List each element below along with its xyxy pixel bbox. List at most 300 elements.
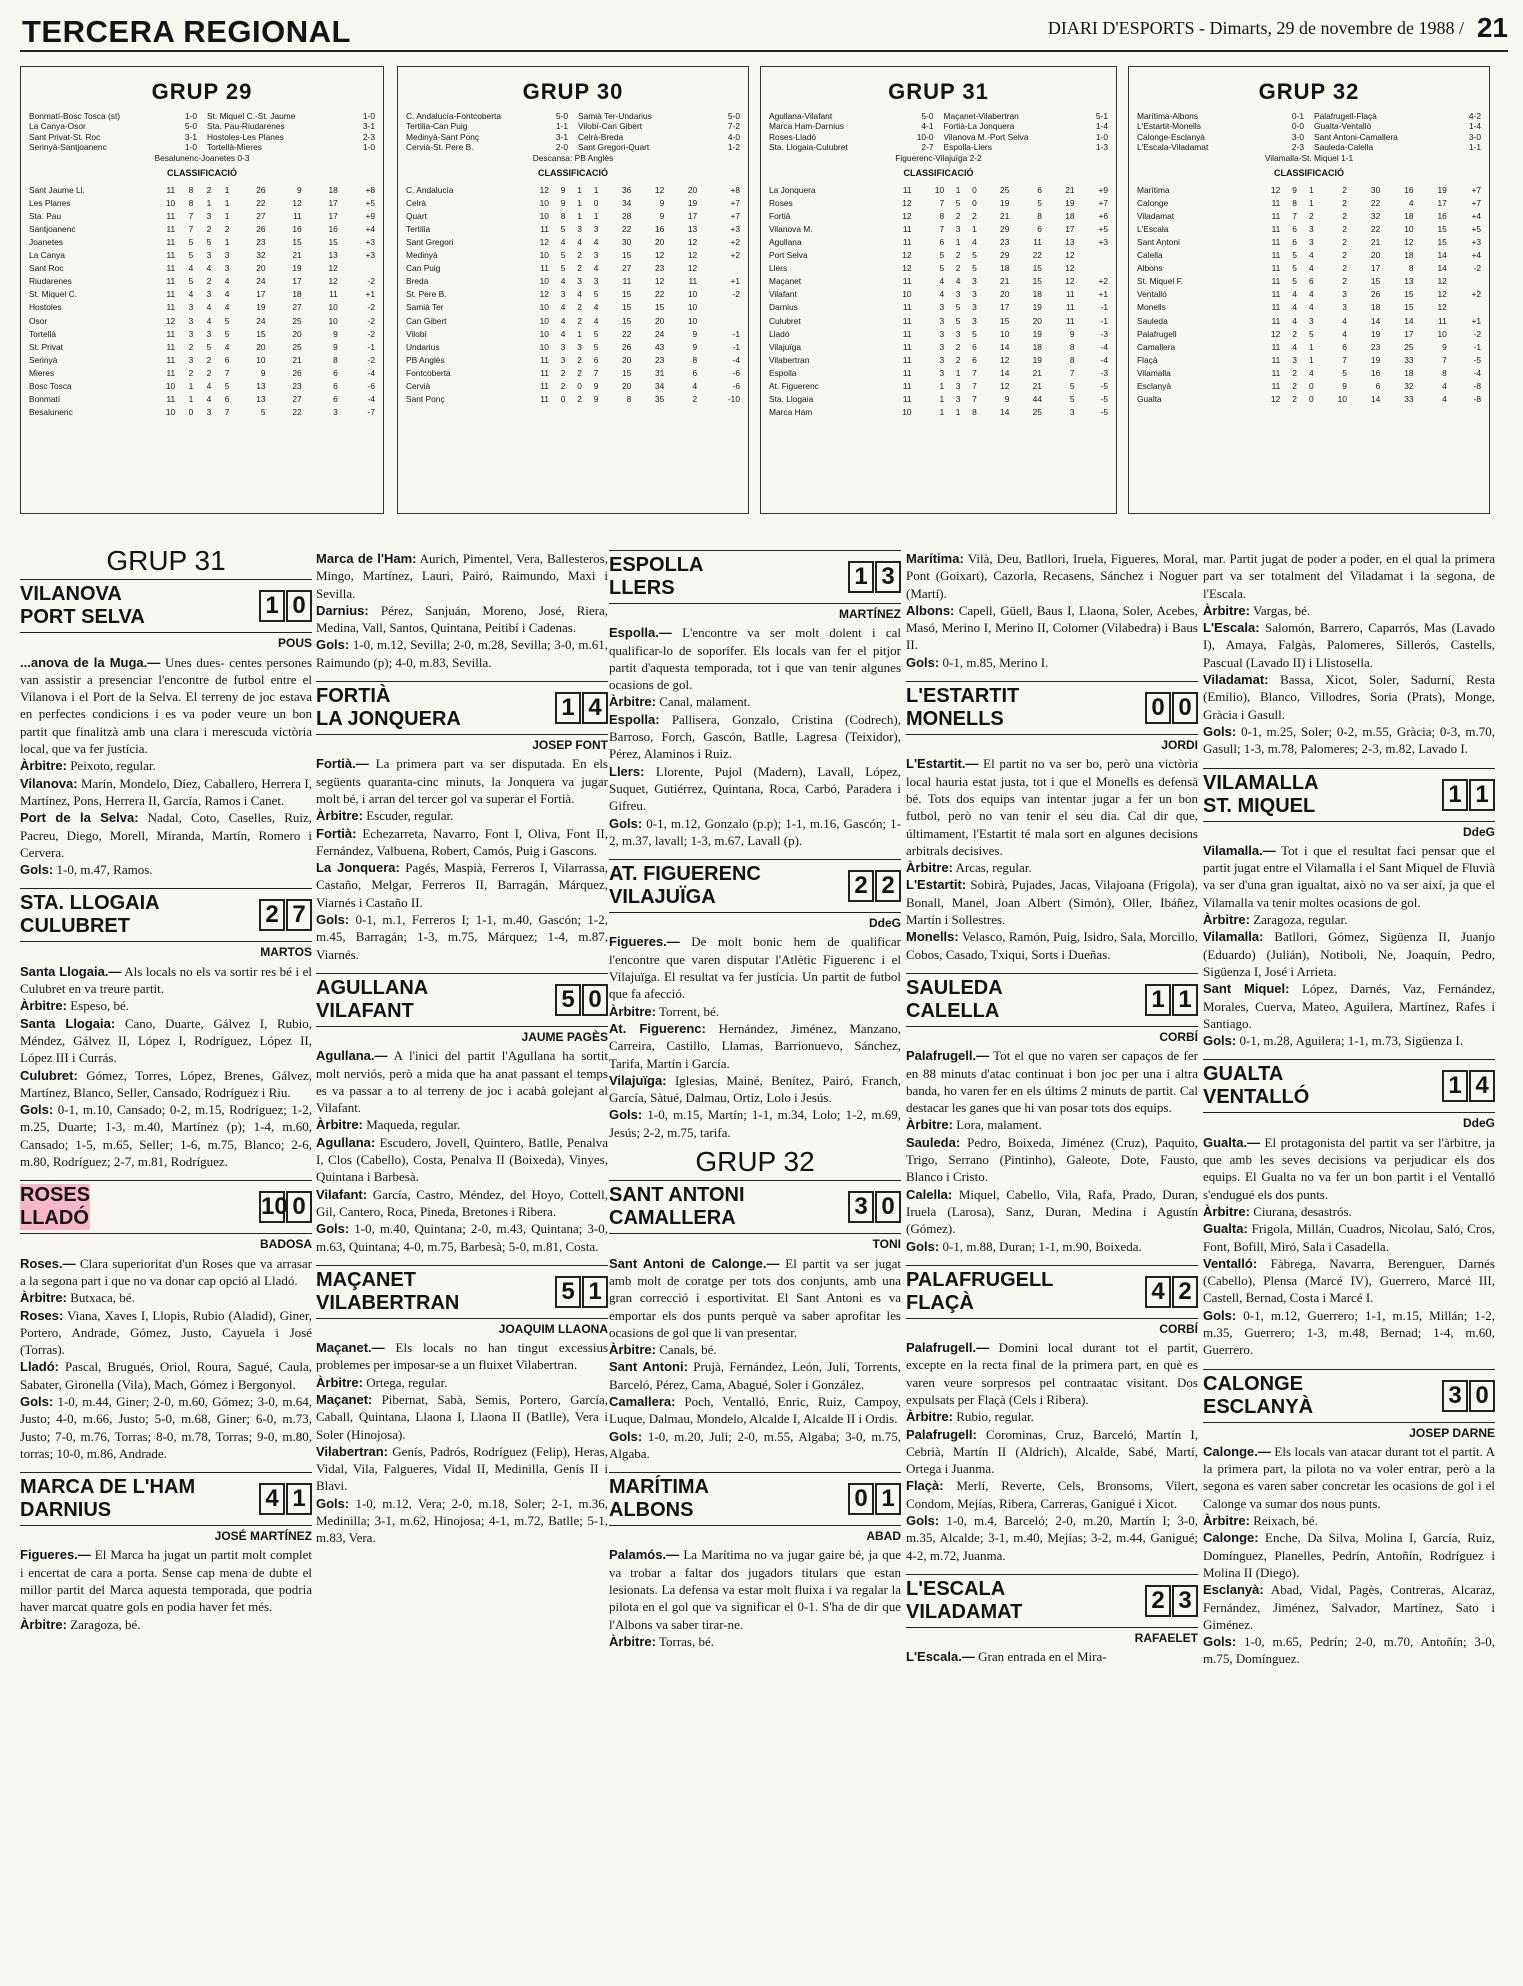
team-name: Les Planes	[29, 197, 71, 208]
fixture-score: 3-0	[1291, 131, 1304, 142]
stat-cell: 8	[1037, 210, 1042, 221]
stat-cell: +7	[1098, 197, 1108, 208]
stat-cell: 12	[1000, 354, 1010, 365]
results-row	[406, 132, 740, 142]
stat-cell: 4	[692, 380, 698, 391]
stat-cell: 16	[1404, 184, 1414, 195]
stat-cell: 4	[955, 276, 961, 287]
score-box	[1144, 692, 1198, 724]
stat-cell: 20	[256, 263, 266, 274]
stat-cell: 0	[188, 407, 194, 418]
team-name: Hostoles	[29, 302, 62, 313]
stat-cell: -4	[1473, 367, 1481, 378]
report-paragraph: Espolla: Pallisera, Gonzalo, Cristina (Codrech), Barroso, Forch, Gascón, Batlle, Lagresa (Teixidor), Pérez, Alaminos i Ruiz.	[609, 711, 901, 762]
stat-cell: 11	[166, 394, 176, 405]
stat-cell: 1	[1308, 197, 1314, 208]
paragraph-lead: Roses:	[20, 1307, 64, 1323]
stat-cell: 18	[1032, 341, 1042, 352]
match-teams	[20, 1476, 195, 1522]
results-row	[406, 111, 740, 121]
stat-cell: 1	[1308, 184, 1314, 195]
paragraph-lead: Àrbitre:	[1203, 912, 1250, 928]
stat-cell: -5	[1100, 407, 1108, 418]
stat-cell: 2	[692, 394, 698, 405]
score-box	[554, 984, 608, 1016]
team-name: La Jonquera	[769, 184, 816, 195]
stat-cell: 6	[972, 341, 977, 352]
standings-row	[29, 327, 375, 340]
score-box	[847, 870, 901, 902]
stat-cell: +7	[730, 197, 740, 208]
stat-cell: 9	[692, 341, 698, 352]
stat-cell: 0	[1308, 394, 1314, 405]
standings-row	[1137, 249, 1481, 262]
team-name: Vilabertran	[769, 354, 810, 365]
stat-cell: 9	[1442, 341, 1447, 352]
standings-row	[29, 301, 375, 314]
team-name: St. Privat	[29, 341, 63, 352]
stat-cell: 11	[540, 394, 549, 405]
stat-cell: 8	[1069, 354, 1075, 365]
standings-row	[1137, 288, 1481, 301]
stat-cell: +9	[365, 210, 375, 221]
stat-cell: 15	[1437, 236, 1447, 247]
stat-cell: 11	[902, 236, 912, 247]
home-score: 2	[848, 870, 874, 902]
stat-cell: 2	[577, 302, 582, 313]
reporter-name: CORBÍ	[1159, 1321, 1198, 1336]
stat-cell: -3	[1100, 367, 1108, 378]
stat-cell: -5	[1100, 394, 1108, 405]
paragraph-lead: Marca de l'Ham:	[316, 551, 417, 566]
team-name: Viladamat	[1137, 210, 1175, 221]
stat-cell: 10	[539, 341, 549, 352]
team-name: Sant Roc	[29, 263, 64, 274]
stat-cell: -2	[1473, 328, 1481, 339]
team-name: Bonmatí	[29, 394, 61, 405]
paragraph-lead: Marítima:	[906, 551, 964, 566]
home-score: 1	[1442, 1070, 1468, 1102]
stat-cell: 18	[1000, 263, 1010, 274]
match-teams	[20, 892, 160, 938]
stat-cell: 20	[292, 328, 302, 339]
results-row	[1137, 142, 1481, 152]
reporter-name: JOSEP FONT	[532, 738, 608, 753]
group-summary-box	[760, 66, 1117, 514]
team-name: Besalunenc	[29, 407, 73, 418]
stat-cell: 17	[328, 210, 338, 221]
report-paragraph: Gols: 0-1, m.1, Ferreros I; 1-1, m.40, Gascón; 1-2, m.45, Barragán; 1-3, m.75, Márquez; 1-4, m.87, Viarnés.	[316, 912, 608, 962]
fixture-score: 3-1	[555, 131, 568, 142]
stat-cell: 11	[1271, 315, 1281, 326]
team-name: Bosc Tosca	[29, 380, 72, 391]
report-paragraph: Gols: 0-1, m.88, Duran; 1-1, m.90, Boixeda.	[906, 1238, 1142, 1254]
stat-cell: 15	[622, 289, 632, 300]
fixture-score: 7-2	[727, 121, 740, 132]
home-score: 5	[555, 984, 581, 1016]
results-list	[769, 111, 1108, 153]
stat-cell: 8	[626, 394, 632, 405]
fixture-score: 1-0	[362, 142, 375, 153]
stat-cell: +5	[1471, 223, 1481, 234]
away-team: VILADAMAT	[906, 1600, 1023, 1623]
stat-cell: 5	[1069, 380, 1075, 391]
report-paragraph: Àrbitre: Canals, bé.	[609, 1342, 717, 1358]
stat-cell: 11	[1271, 367, 1281, 378]
away-score: 7	[286, 899, 312, 931]
report-column	[316, 540, 608, 1980]
stat-cell: 27	[292, 302, 302, 313]
stat-cell: 23	[654, 263, 665, 274]
stat-cell: 21	[1370, 236, 1381, 247]
report-paragraph: Palafrugell: Corominas, Cruz, Barceló, Martín I, Cebrià, Martín II (Aldrich), Alcalde, Sabé, Martí, Ortega i Juanma.	[906, 1426, 1198, 1477]
stat-cell: 31	[654, 367, 665, 378]
team-name: Vilobí	[406, 328, 427, 339]
stat-cell: 10	[934, 184, 945, 195]
standings-row	[406, 340, 740, 353]
stat-cell: 4	[593, 236, 599, 247]
report-paragraph: Fortià: Echezarreta, Navarro, Font I, Oliva, Font II, Fernández, Valbuena, Robert, Camós, Puig i Gascons.	[316, 825, 608, 858]
stat-cell: -7	[367, 407, 375, 418]
stat-cell: 1	[955, 236, 961, 247]
report-paragraph: Vilamalla: Batllori, Gómez, Sigüenza II, Juanjo (Eduardo) (Julián), Notiboli, Ne, Joaquín, Pedro, Sigüenza I, José i Arrieta.	[1203, 929, 1495, 979]
stat-cell: -2	[367, 354, 375, 365]
stat-cell: 5	[188, 276, 194, 287]
stat-cell: 8	[333, 354, 338, 365]
stat-cell: 19	[1370, 354, 1381, 365]
paragraph-lead: Gols:	[316, 912, 350, 928]
stat-cell: -2	[367, 276, 375, 287]
stat-cell: 10	[539, 250, 549, 261]
home-team: FORTIÀ	[316, 685, 391, 708]
fixture-teams: Sant Gregori-Quart	[578, 142, 650, 153]
team-name: Riudarenes	[29, 276, 72, 287]
stat-cell: 0	[593, 197, 599, 208]
home-score: 2	[1145, 1585, 1171, 1617]
team-name: Sant Ponç	[406, 394, 445, 405]
away-team: DARNIUS	[20, 1499, 112, 1522]
score-box	[1144, 1276, 1198, 1308]
team-name: Can Gibert	[406, 315, 447, 326]
match-report	[906, 1265, 1198, 1564]
stat-cell: 11	[1065, 315, 1075, 326]
stat-cell: 15	[622, 367, 632, 378]
standings-row	[29, 379, 375, 392]
stat-cell: 4	[1408, 197, 1414, 208]
home-team: CALONGE	[1203, 1372, 1303, 1395]
paragraph-lead: Àrbitre:	[20, 1616, 67, 1632]
stat-cell: 5	[593, 289, 599, 300]
home-score: 1	[848, 561, 874, 593]
spacer	[1304, 132, 1314, 142]
away-score: 2	[875, 870, 901, 902]
standings-row	[406, 314, 740, 327]
standings-row	[1137, 379, 1481, 392]
stat-cell: 3	[939, 341, 945, 352]
paragraph-lead: Espolla:	[609, 711, 660, 727]
fixture-teams: Tortellà-Mieres	[207, 142, 262, 153]
away-score: 1	[1172, 984, 1198, 1016]
stat-cell: -2	[367, 302, 375, 313]
results-list	[406, 111, 740, 153]
team-name: St. Pere B.	[406, 289, 447, 300]
team-name: PB Anglès	[406, 354, 445, 365]
standings-row	[769, 249, 1108, 262]
stat-cell: 2	[955, 250, 961, 261]
match-report	[316, 550, 608, 671]
stat-cell: 3	[577, 341, 582, 352]
stat-cell: 4	[224, 302, 230, 313]
report-paragraph: Roses.— Clara superioritat d'un Roses que va arrasar a la segona part i que no va donar cap opció al Lladó.	[20, 1255, 312, 1288]
report-paragraph: Darnius: Pérez, Sanjuán, Moreno, José, Riera, Medina, Vall, Santos, Quintana, Peitibí i Cadenas.	[316, 602, 608, 636]
match-teams	[609, 863, 761, 909]
team-name: Culubret	[769, 315, 801, 326]
paragraph-lead: Lladó:	[20, 1359, 59, 1375]
fixture-teams: La Canya-Osor	[29, 121, 86, 132]
stat-cell: 4	[1292, 315, 1297, 326]
stat-cell: 12	[292, 197, 302, 208]
standings-row	[29, 314, 375, 327]
stat-cell: 9	[692, 328, 698, 339]
home-team: MARÍTIMA	[609, 1476, 709, 1499]
stat-cell: 2	[577, 315, 582, 326]
report-paragraph: Roses: Viana, Xaves I, Llopis, Rubio (Aladid), Giner, Portero, Andrade, Gómez, Justo, Cayuela i José (Torras).	[20, 1307, 312, 1358]
report-paragraph: Àrbitre: Peixoto, regular.	[20, 758, 156, 774]
stat-cell: 21	[1032, 367, 1042, 378]
fixture-teams: C. Andalucía-Fontcoberta	[406, 111, 501, 121]
match-report	[906, 550, 1198, 671]
team-name: St. Miquel F.	[1137, 276, 1184, 287]
fixture-score: 5-1	[1095, 111, 1108, 121]
standings-row	[1137, 209, 1481, 222]
stat-cell: 4	[560, 302, 566, 313]
stat-cell: 22	[1370, 197, 1381, 208]
home-score: 3	[848, 1191, 874, 1223]
stat-cell: +1	[730, 276, 740, 287]
stat-cell: 11	[1065, 302, 1075, 313]
stat-cell: 12	[654, 250, 665, 261]
paragraph-lead: Gols:	[906, 1513, 940, 1529]
stat-cell: 4	[577, 236, 582, 247]
home-team: SAULEDA	[906, 976, 1003, 999]
away-score: 3	[875, 561, 901, 593]
away-score: 3	[1172, 1585, 1198, 1617]
page-number: 21	[1476, 12, 1508, 43]
score-box	[847, 1483, 901, 1515]
stat-cell: 17	[687, 210, 698, 221]
stat-cell: 13	[328, 250, 338, 261]
stat-cell: 21	[1000, 210, 1010, 221]
stat-cell: 32	[256, 250, 266, 261]
stat-cell: 12	[1270, 394, 1281, 405]
fixture-score: 3-0	[1468, 131, 1481, 142]
team-name: Celrà	[406, 197, 427, 208]
report-column	[609, 540, 901, 1980]
stat-cell: 11	[166, 328, 176, 339]
standings-row	[29, 366, 375, 379]
stat-cell: +1	[1471, 315, 1481, 326]
report-paragraph: Àrbitre: Zaragoza, regular.	[1203, 912, 1348, 928]
standings-row	[29, 275, 375, 288]
fixture-teams: Fortià-La Jonquera	[943, 121, 1015, 132]
report-paragraph: Vilanova: Marín, Mondelo, Díez, Caballero, Herrera I, Martínez, Pons, Herrera II, García, Ramos i Canet.	[20, 775, 312, 808]
stat-cell: 12	[1270, 328, 1281, 339]
stat-cell: 11	[166, 302, 176, 313]
stat-cell: 15	[622, 302, 632, 313]
stat-cell: 4	[560, 315, 566, 326]
paragraph-lead: Monells:	[906, 929, 959, 945]
stat-cell: -1	[1473, 341, 1481, 352]
stat-cell: 4	[1308, 250, 1314, 261]
stat-cell: 5	[560, 250, 566, 261]
stat-cell: 1	[939, 380, 945, 391]
stat-cell: 19	[1000, 197, 1010, 208]
stat-cell: 4	[1292, 302, 1297, 313]
paragraph-lead: Gols:	[316, 637, 350, 653]
away-score: 0	[1172, 692, 1198, 724]
stat-cell: -2	[367, 315, 375, 326]
stat-cell: 4	[560, 276, 566, 287]
stat-cell: 20	[654, 315, 665, 326]
team-name: Monells	[1137, 302, 1166, 313]
team-name: Calella	[1137, 250, 1163, 261]
stat-cell	[338, 262, 375, 275]
stat-cell: 24	[256, 276, 266, 287]
report-paragraph: Lladó: Pascal, Brugués, Oriol, Roura, Sagué, Caula, Sabater, Gironella (Vila), Mach, Gómez i Bergonyol.	[20, 1359, 312, 1392]
stat-cell: 7	[972, 394, 977, 405]
team-name: Gualta	[1137, 394, 1162, 405]
away-team: ALBONS	[609, 1499, 694, 1522]
stat-cell: 11	[902, 223, 912, 234]
report-paragraph: Vilabertran: Genís, Padrós, Rodríguez (Felip), Heras, Vidal, Vila, Falgueres, Vidal II, Medinilla, Genís II i Blavi.	[316, 1443, 608, 1494]
paragraph-lead: Figueres.—	[20, 1547, 91, 1563]
report-paragraph: Port de la Selva: Nadal, Coto, Caselles, Ruiz, Pacreu, Diego, Morell, Miranda, Martín, Romero i Cervera.	[20, 810, 312, 860]
stat-cell: 11	[902, 276, 912, 287]
stat-cell: 3	[939, 302, 945, 313]
stat-cell: 3	[1342, 289, 1347, 300]
stat-cell: 2	[188, 341, 194, 352]
stat-cell: +8	[365, 184, 375, 195]
fixture-teams: L'Escala-Viladamat	[1137, 142, 1209, 153]
away-score: 2	[1172, 1276, 1198, 1308]
stat-cell: 5	[224, 380, 230, 391]
group-heading: GRUP 32	[695, 1146, 815, 1178]
stat-cell: 15	[654, 302, 665, 313]
match-header	[1203, 1369, 1495, 1423]
stat-cell: 21	[292, 354, 302, 365]
stat-cell: 1	[577, 184, 582, 195]
match-report	[20, 1472, 312, 1633]
stat-cell: 5	[224, 328, 230, 339]
paragraph-lead: Esclanyà:	[1203, 1582, 1264, 1598]
report-paragraph: Gols: 1-0, m.40, Quintana; 2-0, m.43, Quintana; 3-0, m.63, Quintana; 4-0, m.75, Barbesà; 5-0, m.81, Costa.	[316, 1221, 608, 1254]
stat-cell: 10	[539, 210, 549, 221]
home-score: 10	[259, 1191, 285, 1223]
results-row	[769, 142, 1108, 152]
match-teams	[1203, 1063, 1309, 1109]
stat-cell: 5	[955, 315, 961, 326]
away-team: PORT SELVA	[20, 606, 145, 629]
stat-cell: 4	[1342, 328, 1347, 339]
stat-cell: 10	[539, 276, 549, 287]
stat-cell: 10	[687, 289, 698, 300]
stat-cell: 11	[622, 276, 632, 287]
stat-cell: 33	[1404, 354, 1414, 365]
home-team: AGULLANA	[316, 976, 429, 999]
stat-cell: 32	[1370, 210, 1381, 221]
reporter-name: DdeG	[1462, 1116, 1495, 1131]
stat-cell: 12	[165, 315, 176, 326]
stat-cell: 6	[224, 354, 230, 365]
score-box	[258, 1483, 312, 1515]
score-box	[847, 561, 901, 593]
stat-cell: 17	[1065, 223, 1075, 234]
away-score: 1	[582, 1276, 608, 1308]
team-name: Tortellà	[29, 328, 56, 339]
stat-cell: 6	[1037, 223, 1042, 234]
standings-row	[29, 393, 375, 406]
stat-cell: 5	[188, 250, 194, 261]
paragraph-lead: Gualta.—	[1203, 1134, 1261, 1150]
stat-cell: 4	[1442, 380, 1447, 391]
fixture-score: 5-0	[727, 111, 740, 121]
standings-row	[29, 406, 375, 419]
paragraph-lead: Sant Miquel:	[1203, 981, 1290, 997]
standings-row	[29, 209, 375, 222]
match-report	[20, 579, 312, 878]
stat-cell: 3	[224, 250, 230, 261]
match-teams	[1203, 1373, 1313, 1419]
stat-cell: 12	[1437, 276, 1447, 287]
stat-cell: 3	[577, 223, 582, 234]
stat-cell: 3	[224, 263, 230, 274]
match-report	[609, 1472, 901, 1650]
stat-cell: +5	[365, 197, 375, 208]
stat-cell: 6	[692, 367, 698, 378]
stat-cell: 11	[166, 250, 176, 261]
stat-cell: 4	[1342, 315, 1347, 326]
reporter-name: JOSEP DARNE	[1409, 1425, 1495, 1440]
stat-cell: 7	[224, 367, 230, 378]
stat-cell: 7	[939, 197, 945, 208]
stat-cell: 11	[166, 289, 176, 300]
stat-cell: 3	[188, 315, 194, 326]
stat-cell: 3	[939, 315, 945, 326]
match-header	[316, 681, 608, 735]
report-paragraph: Gols: 0-1, m.25, Soler; 0-2, m.55, Gràcia; 0-3, m.70, Gasull; 1-3, m.78, Palomeres; 2-3, m.82, Lavado I.	[1203, 723, 1495, 757]
stat-cell: 0	[972, 184, 977, 195]
report-paragraph: Agullana: Escudero, Jovell, Quintero, Batlle, Penalva I, Clos (Cabello), Costa, Penalva II (Boixeda), Vinyes, Quintana i Barbesà.	[316, 1134, 608, 1185]
stat-cell: 22	[256, 197, 266, 208]
stat-cell: 10	[165, 407, 176, 418]
paragraph-lead: Àrbitre:	[316, 1117, 363, 1133]
away-score: 1	[875, 1483, 901, 1515]
team-name: St. Miquel C.	[29, 289, 77, 300]
report-paragraph: Santa Llogaia.— Als locals no els va sortir res bé i el Culubret en va treure partit.	[20, 963, 312, 997]
stat-cell: 3	[188, 328, 194, 339]
stat-cell: 23	[292, 380, 302, 391]
stat-cell: 3	[593, 223, 599, 234]
stat-cell: 15	[1370, 276, 1381, 287]
home-score: 1	[1145, 984, 1171, 1016]
report-paragraph: Àrbitre: Reixach, bé.	[1203, 1513, 1318, 1529]
stat-cell: 4	[1308, 289, 1314, 300]
stat-cell: +7	[1471, 197, 1481, 208]
stat-cell: +4	[1471, 210, 1481, 221]
fixture-score: 1-0	[362, 111, 375, 121]
stat-cell: 3	[972, 276, 977, 287]
stat-cell: 29	[1000, 250, 1010, 261]
